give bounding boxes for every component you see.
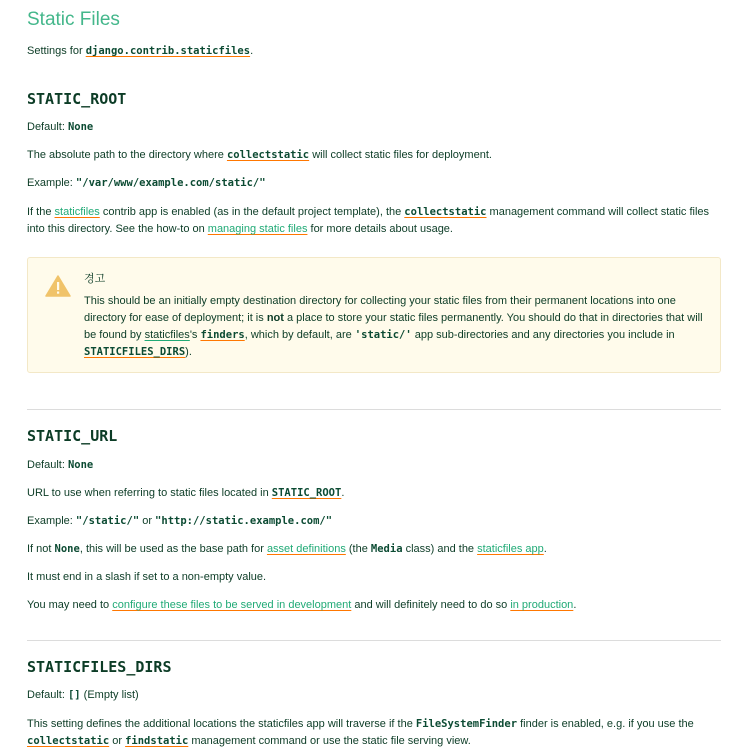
collectstatic-ref-link[interactable]: collectstatic	[27, 735, 110, 747]
warning-staticfiles-link[interactable]: staticfiles	[144, 329, 190, 341]
staticfiles-module-link[interactable]: django.contrib.staticfiles	[85, 45, 251, 57]
staticfiles-dirs-description: This setting defines the additional locations the staticfiles app will traverse if the FileSystemFinder finder is enabled, e.g. if you use the collectstatic or findstatic management command or use the static file serving view.	[27, 718, 694, 747]
static-root-example: Example: "/var/www/example.com/static/"	[27, 177, 266, 189]
warning-title: 경고	[84, 273, 106, 285]
warning-text: This should be an initially empty destination directory for collecting your static files from their permanent locations into one directory for ease of deployment; it is not a place to store your static files permanently. You should do that in directories that will be found by staticfiles's finders, which by default, are 'static/' app sub-directories and any directories you include in STATICFILES_DIRS).	[84, 295, 703, 358]
warning-box	[27, 257, 721, 373]
collectstatic-command-link[interactable]: collectstatic	[404, 206, 487, 218]
static-url-slash-note: It must end in a slash if set to a non-empty value.	[27, 571, 267, 583]
asset-definitions-link[interactable]: asset definitions	[266, 543, 346, 555]
page-title: Static Files	[27, 9, 120, 30]
static-url-serving-note: You may need to configure these files to be served in development and will definitely need to do so in production.	[27, 599, 577, 611]
static-url-heading: STATIC_URL	[27, 427, 118, 445]
staticfiles-link[interactable]: staticfiles	[54, 206, 100, 218]
static-url-base-path: If not None, this will be used as the base path for asset definitions (the Media class) and the staticfiles app.	[27, 543, 547, 555]
in-production-link[interactable]: in production	[510, 599, 574, 611]
divider	[27, 640, 721, 641]
static-root-link[interactable]: STATIC_ROOT	[271, 487, 342, 499]
static-root-paragraph: If the staticfiles contrib app is enabled (as in the default project template), the collectstatic management command will collect static files into this directory. See the how-to on managing static files for more details about usage.	[27, 206, 710, 235]
managing-static-files-link[interactable]: managing static files	[207, 223, 308, 235]
staticfiles-dirs-heading: STATICFILES_DIRS	[27, 658, 172, 676]
static-root-heading: STATIC_ROOT	[27, 90, 127, 108]
static-root-description: The absolute path to the directory where collectstatic will collect static files for deployment.	[27, 149, 492, 161]
static-url-description: URL to use when referring to static files located in STATIC_ROOT.	[27, 487, 345, 499]
finders-link[interactable]: finders	[200, 329, 245, 341]
static-url-default: Default: None	[27, 459, 94, 471]
staticfiles-dirs-link[interactable]: STATICFILES_DIRS	[84, 346, 186, 358]
collectstatic-link[interactable]: collectstatic	[226, 149, 310, 161]
staticfiles-dirs-default: Default: [] (Empty list)	[27, 689, 139, 701]
warning-icon	[45, 275, 71, 300]
serve-in-development-link[interactable]: configure these files to be served in development	[112, 599, 352, 611]
divider	[27, 409, 721, 410]
staticfiles-app-link[interactable]: staticfiles app	[477, 543, 544, 555]
static-url-example: Example: "/static/" or "http://static.example.com/"	[27, 515, 333, 527]
findstatic-link[interactable]: findstatic	[125, 735, 189, 747]
intro-text: Settings for django.contrib.staticfiles.	[27, 45, 254, 57]
static-root-default: Default: None	[27, 121, 94, 133]
